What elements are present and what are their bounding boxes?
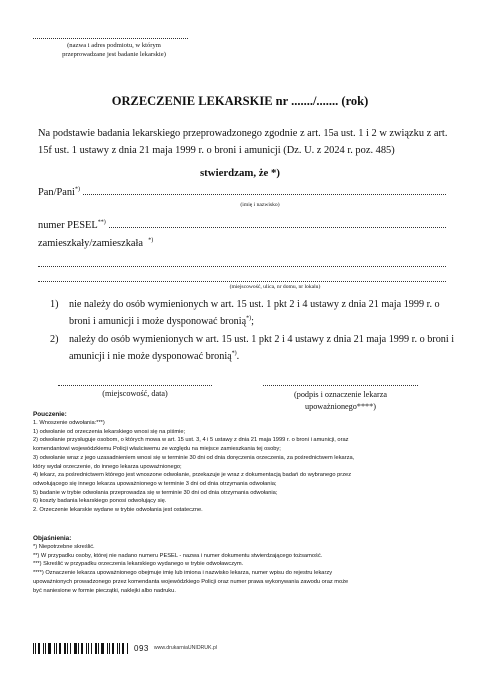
doctor-signature-dotted-line[interactable] <box>263 385 418 386</box>
barcode-bar <box>91 643 92 654</box>
doctor-signature-caption <box>263 389 418 412</box>
option-number: 2) <box>50 334 59 345</box>
barcode-bar <box>95 643 97 654</box>
barcode-bar <box>88 643 89 654</box>
org-caption-line: (nazwa i adres podmiotu, w którym <box>67 42 161 49</box>
pesel-field[interactable] <box>38 220 446 231</box>
legal-basis-paragraph: Na podstawie badania lekarskiego przeprowadzonego zgodnie z art. 15a ust. 1 i 2 w związku z art. 15f ust. 1 ustawy z dnia 21 maja 1999 r. o broni i amunicji (Dz. U. z 2024 r. poz. 485) <box>38 128 448 156</box>
statement-heading: stwierdzam, że *) <box>199 167 281 179</box>
barcode-bar <box>59 643 61 654</box>
barcode-bar <box>107 643 108 654</box>
instructions-section <box>33 411 453 515</box>
address-dotted-line[interactable] <box>38 266 446 267</box>
barcode-bar <box>43 643 44 654</box>
instructions-line: 2) odwołanie przysługuje osobom, o których mowa w art. 15 ust. 3, 4 i 5 ustawy z dnia 21 maja 1999 r. o broni i amunicji, oraz <box>33 437 349 444</box>
instructions-line: 5) badanie w trybie odwołania przeprowadza się w terminie 30 dni od dnia otrzymania odwołania; <box>33 489 278 496</box>
instructions-line: odwołującego się innego lekarza upoważnionego w terminie 3 dni od dnia otrzymania odwołania; <box>33 480 277 487</box>
barcode-bar <box>64 643 66 654</box>
instructions-line: 6) koszty badania lekarskiego ponosi odwołujący się. <box>33 498 167 505</box>
instructions-line: 1. Wnoszenie odwołania:***) <box>33 420 105 426</box>
barcode-bar <box>67 643 68 654</box>
option-number: 1) <box>50 299 59 310</box>
barcode-bar <box>98 643 99 654</box>
instructions-line: komendantowi wojewódzkiemu Policji właściwemu ze względu na miejsce zamieszkania tej osoby; <box>33 446 281 453</box>
name-caption: (imię i nazwisko) <box>240 202 280 208</box>
document-title: ORZECZENIE LEKARSKIE nr ......./....... (rok) <box>111 94 369 108</box>
barcode-bar <box>112 643 114 654</box>
barcode-bar <box>127 643 128 654</box>
barcode-bar <box>45 643 46 654</box>
address-caption: (miejscowość, ulica, nr domu, nr lokalu) <box>229 284 321 290</box>
pesel-dotted-line[interactable] <box>109 226 446 228</box>
footer <box>33 642 217 654</box>
barcode-bar <box>101 643 104 654</box>
name-label: Pan/Pani*) <box>38 186 80 198</box>
name-field[interactable] <box>38 187 446 198</box>
org-caption-line: przeprowadzane jest badanie lekarskie) <box>62 50 166 58</box>
barcode-bar <box>109 643 110 654</box>
explanations-section <box>33 535 453 595</box>
printer-website: www.drukarniaUNIDRUK.pl <box>153 645 217 651</box>
option-text: należy do osób wymienionych w art. 15 ust. 1 pkt 2 i 4 ustawy z dnia 21 maja 1999 r. o broni i amunicji i nie może dysponować bronią*). <box>69 334 455 362</box>
explanations-title: Objaśnienia: <box>33 535 72 542</box>
barcode-bar <box>33 643 34 654</box>
place-date-caption: (miejscowość, data) <box>102 389 168 398</box>
explanation-line: ****) Oznaczenie lekarza upoważnionego obejmuje imię lub imiona i nazwisko lekarza, numer wpisu do rejestru lekarzy <box>33 570 333 577</box>
instructions-line: 3) odwołanie wraz z jego uzasadnieniem wnosi się w terminie 30 dni od dnia doręczenia orzeczenia, za pośrednictwem lekarza, <box>33 454 355 461</box>
doctor-caption-line: (podpis i oznaczenie lekarza <box>294 390 387 399</box>
doctor-caption-line: upoważnionego****) <box>305 401 376 411</box>
barcode-bar <box>70 643 71 654</box>
barcode-bar <box>74 643 77 654</box>
instructions-line: 4) lekarz, za pośrednictwem którego jest wnoszone odwołanie, przekazuje je wraz z dokumentacją badań do wybranego przez <box>33 472 352 479</box>
barcode-icon <box>33 643 129 654</box>
address-field[interactable] <box>38 238 446 249</box>
barcode-bar <box>54 643 55 654</box>
barcode-bar <box>56 643 57 654</box>
barcode-bar <box>78 643 79 654</box>
explanation-line: ***) Skreślić w przypadku orzeczenia lekarskiego wydanego w trybie odwoławczym. <box>33 561 244 568</box>
pesel-label: numer PESEL**) <box>38 219 106 231</box>
place-date-dotted-line[interactable] <box>58 385 212 386</box>
instructions-line: który wydał orzeczenie, do innego lekarza upoważnionego; <box>33 463 182 470</box>
barcode-bar <box>35 643 36 654</box>
address-label: zamieszkały/zamieszkała *) <box>38 237 154 249</box>
explanation-line: być naniesione w formie pieczątki, naklejki albo nadruku. <box>33 587 176 594</box>
explanation-line: *) Niepotrzebne skreślić. <box>33 544 95 550</box>
option-not-excluded[interactable] <box>50 296 460 330</box>
form-number: 093 <box>134 643 149 653</box>
barcode-bar <box>122 643 124 654</box>
instructions-line: 1) odwołanie od orzeczenia lekarskiego wnosi się na piśmie; <box>33 428 186 435</box>
barcode-bar <box>119 643 120 654</box>
explanation-line: upoważnionych prowadzonego przez komendanta wojewódzkiego Policji oraz numer prawa wykonywania zawodu oraz może <box>33 578 349 585</box>
barcode-bar <box>48 643 51 654</box>
explanation-line: **) W przypadku osoby, której nie nadano numeru PESEL - nazwa i numer dokumentu stwierdzającego tożsamość. <box>33 552 323 559</box>
org-name-dotted-line[interactable] <box>33 38 188 39</box>
instructions-line: 2. Orzeczenie lekarskie wydane w trybie odwołania jest ostateczne. <box>33 507 203 514</box>
option-text: nie należy do osób wymienionych w art. 15 ust. 1 pkt 2 i 4 ustawy z dnia 21 maja 1999 r. o broni i amunicji i może dysponować bronią*); <box>69 299 440 327</box>
barcode-bar <box>38 643 40 654</box>
barcode-bar <box>86 643 87 654</box>
name-dotted-line[interactable] <box>83 193 446 195</box>
barcode-bar <box>117 643 118 654</box>
org-caption <box>50 42 178 59</box>
barcode-bar <box>81 643 83 654</box>
option-excluded[interactable] <box>50 331 460 365</box>
instructions-title: Pouczenie: <box>33 411 67 418</box>
address-dotted-line[interactable] <box>38 281 446 282</box>
